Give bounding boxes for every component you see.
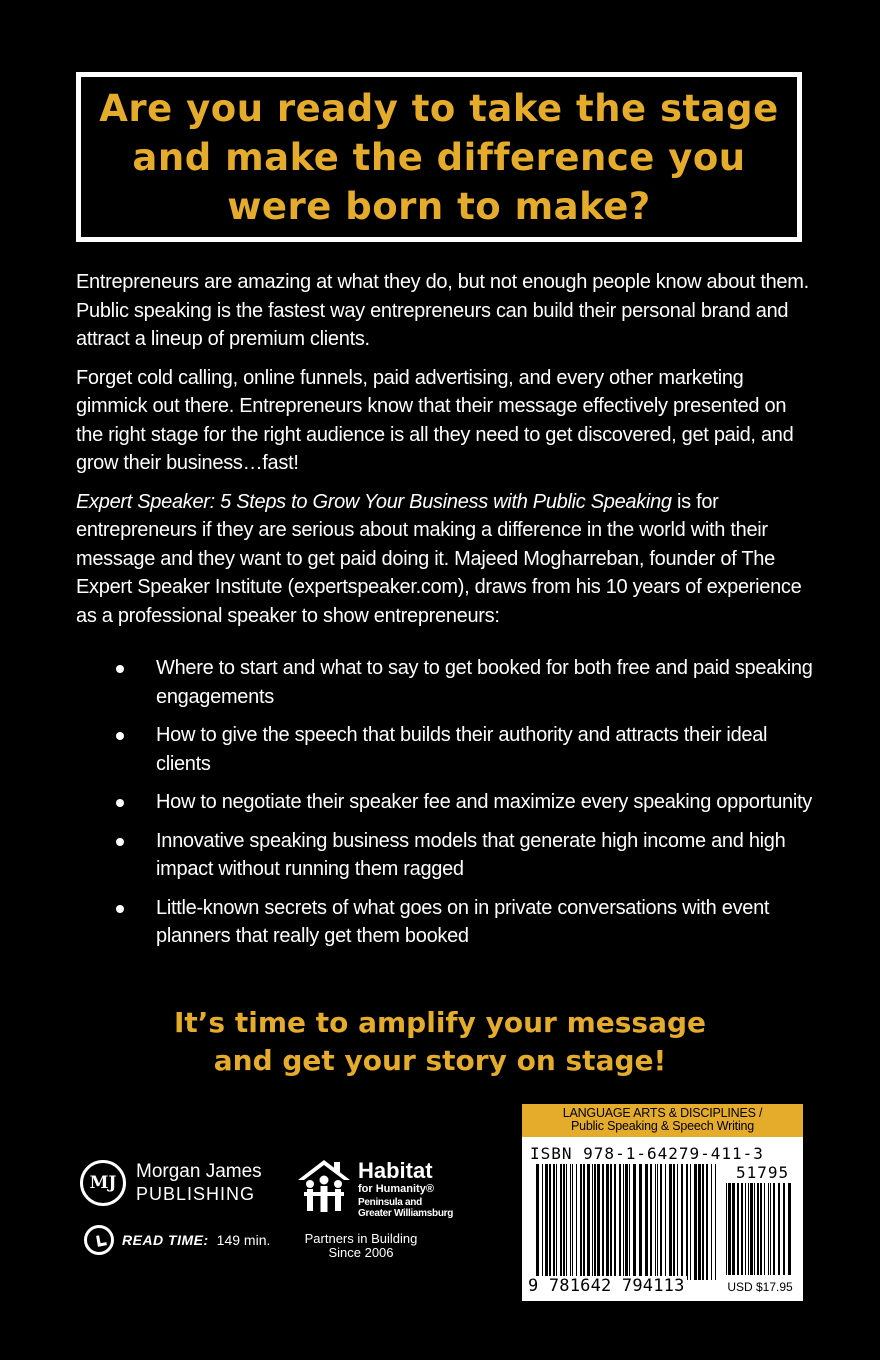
barcode-digits: 9 781642 794113 (528, 1276, 685, 1296)
barcode-bar (770, 1183, 771, 1275)
bullet-icon (116, 665, 124, 673)
closing-tagline (0, 1004, 880, 1080)
barcode-bar (545, 1164, 548, 1280)
barcode-bar (778, 1183, 780, 1275)
headline-line-2: and make the difference you (132, 135, 746, 179)
barcode-bar (587, 1164, 590, 1280)
barcode-bar (633, 1164, 636, 1280)
read-time-label: READ TIME: (122, 1232, 209, 1248)
barcode-bar (690, 1164, 691, 1280)
barcode-bar (553, 1164, 555, 1280)
barcode-bar (686, 1164, 688, 1280)
barcode-bar (625, 1164, 628, 1280)
habitat-logo (296, 1158, 466, 1268)
barcode-bar (597, 1164, 600, 1280)
barcode-bar (570, 1164, 571, 1280)
barcode-bar (657, 1164, 658, 1280)
barcode-bar (673, 1164, 675, 1280)
barcode-bar (655, 1164, 656, 1280)
list-item-text: Where to start and what to say to get booked for both free and paid speaking engagements (156, 657, 813, 708)
list-item-text: Innovative speaking business models that generate high income and high impact without running them ragged (156, 829, 786, 880)
barcode-bar (783, 1183, 785, 1275)
barcode-bar (760, 1183, 762, 1275)
paragraph-3-text: is for entrepreneurs if they are serious about making a difference in the world with their message and they want to get paid doing it. Majeed Mogharreban, founder of The Expert Speaker Institute (expertspeaker.com), draws from his 10 years of experience as a professional speaker to show entrepreneurs: (76, 490, 802, 627)
barcode-bar (563, 1164, 565, 1280)
barcode-bar (594, 1164, 596, 1280)
publisher-logo (80, 1160, 280, 1210)
barcode-bar (660, 1164, 662, 1280)
barcode-bar (592, 1164, 593, 1280)
barcode-bar (681, 1164, 683, 1280)
habitat-title: Habitat (358, 1158, 433, 1183)
paragraph-2: Forget cold calling, online funnels, paid advertising, and every other marketing gimmick out there. Entrepreneurs know that their message effectively presented on the right stage for the right audience is all they need to get discovered, get paid, and grow their business…fast! (76, 366, 794, 474)
closing-line-2: and get your story on stage! (213, 1044, 667, 1077)
barcode-bar (677, 1164, 678, 1280)
closing-line-1: It’s time to amplify your message (173, 1006, 706, 1039)
bullet-list (76, 654, 816, 961)
barcode-bar (773, 1183, 775, 1275)
publisher-name: Morgan James (136, 1161, 262, 1182)
habitat-region-line-2: Greater Williamsburg (358, 1208, 454, 1219)
barcode-bar (702, 1164, 704, 1280)
bullet-icon (116, 732, 124, 740)
isbn-number: ISBN 978-1-64279-411-3 (530, 1144, 764, 1163)
headline-box (76, 72, 802, 242)
paragraph-1: Entrepreneurs are amazing at what they do, but not enough people know about them. Public speaking is the fastest way entrepreneurs can build their personal brand and attract a lineup of premium clients. (76, 271, 809, 350)
clock-icon (84, 1225, 114, 1255)
read-time-value: 149 min. (216, 1232, 271, 1248)
barcode-bar (536, 1164, 539, 1280)
barcode-bar (698, 1164, 701, 1280)
barcode-bar (606, 1164, 609, 1280)
list-item (76, 827, 816, 884)
price-code: 51795 (736, 1163, 790, 1182)
barcode-addon-bars (726, 1183, 796, 1275)
habitat-house-icon (296, 1158, 352, 1218)
barcode-bar (732, 1183, 735, 1275)
barcode-bar (580, 1164, 582, 1280)
barcode-bar (737, 1183, 739, 1275)
barcode-bar (650, 1164, 652, 1280)
bullet-icon (116, 905, 124, 913)
barcode-bar (788, 1183, 791, 1275)
barcode-bar (694, 1164, 697, 1280)
habitat-subtitle: for Humanity® (358, 1183, 434, 1195)
barcode-bar (610, 1164, 612, 1280)
barcode-bar (560, 1164, 562, 1280)
list-item (76, 788, 816, 817)
barcode-bar (629, 1164, 630, 1280)
category-line-1: LANGUAGE ARTS & DISCIPLINES / (562, 1106, 763, 1120)
barcode-bar (566, 1164, 567, 1280)
description (76, 268, 816, 640)
barcode-bar (619, 1164, 621, 1280)
category-line-2: Public Speaking & Speech Writing (570, 1119, 755, 1133)
list-item-text: Little-known secrets of what goes on in private conversations with event planners that really get them booked (156, 896, 770, 947)
barcode-bar (748, 1183, 749, 1275)
price: USD $17.95 (727, 1280, 793, 1294)
barcode-bar (614, 1164, 616, 1280)
barcode-bar (602, 1164, 604, 1280)
list-item-text: How to give the speech that builds their authority and attracts their ideal clients (156, 724, 768, 775)
habitat-partner-line-1: Partners in Building (304, 1231, 418, 1246)
barcode-bar (645, 1164, 648, 1280)
barcode-bar (576, 1164, 577, 1280)
book-title: Expert Speaker: 5 Steps to Grow Your Business with Public Speaking (76, 490, 672, 513)
habitat-region-line-1: Peninsula and (358, 1197, 422, 1208)
barcode-bar (741, 1183, 743, 1275)
barcode-bar (768, 1183, 769, 1275)
publisher-sub: PUBLISHING (136, 1184, 256, 1204)
paragraph-3 (76, 488, 816, 631)
category-label (522, 1104, 803, 1137)
barcode-bar (669, 1164, 672, 1280)
barcode-bar (757, 1183, 759, 1275)
list-item-text: How to negotiate their speaker fee and maximize every speaking opportunity (156, 791, 812, 813)
habitat-region (358, 1197, 453, 1219)
barcode-bar (583, 1164, 585, 1280)
barcode-bar (715, 1164, 716, 1280)
barcode-bar (726, 1183, 727, 1275)
bullet-icon (116, 838, 124, 846)
barcode-bar (706, 1164, 708, 1280)
barcode-bar (542, 1164, 543, 1280)
barcode-bar (728, 1183, 731, 1275)
barcode-bar (623, 1164, 624, 1280)
headline-line-3: were born to make? (227, 184, 651, 228)
bullet-icon (116, 799, 124, 807)
barcode-bar (764, 1183, 765, 1275)
headline (99, 84, 778, 231)
barcode-bar (745, 1183, 746, 1275)
barcode-bar (556, 1164, 557, 1280)
barcode-bar (665, 1164, 666, 1280)
barcode-bar (750, 1183, 753, 1275)
list-item (76, 721, 816, 778)
list-item (76, 894, 816, 951)
barcode-bar (549, 1164, 551, 1280)
barcode-block (522, 1104, 803, 1301)
barcode-bar (639, 1164, 642, 1280)
habitat-partner-line-2: Since 2006 (328, 1245, 394, 1260)
mj-monogram-icon: MJ (80, 1160, 126, 1206)
list-item (76, 654, 816, 711)
barcode-bar (754, 1183, 755, 1275)
habitat-partner-text (296, 1232, 426, 1260)
barcode-bar (572, 1164, 573, 1280)
barcode-bar (711, 1164, 712, 1280)
read-time (84, 1222, 270, 1258)
barcode-bars (536, 1164, 718, 1280)
headline-line-1: Are you ready to take the stage (99, 86, 779, 130)
